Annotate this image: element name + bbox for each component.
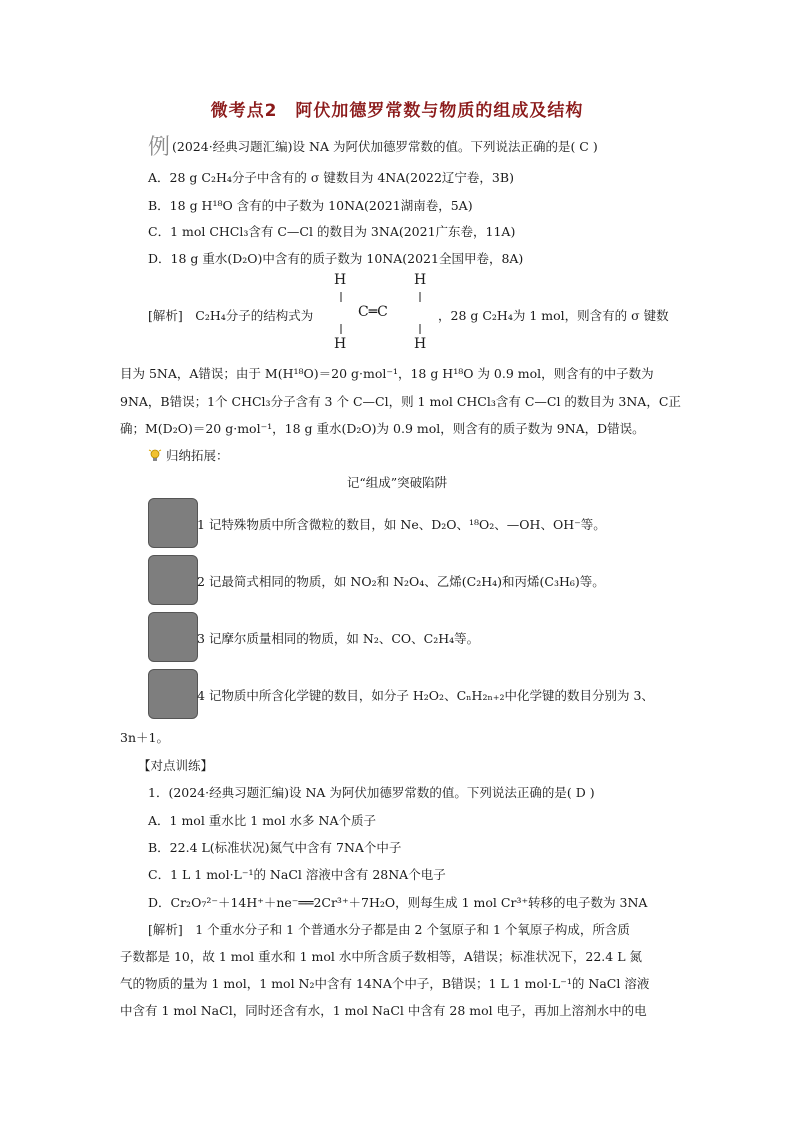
summary-item-cont: 3n＋1。 [120,730,169,745]
example-mark: 例 [148,135,171,160]
lightbulb-icon [148,448,162,462]
structure-double-bond: C═C [358,304,388,320]
summary-heading [148,446,229,464]
ethylene-structure [330,272,430,356]
example-option-c: C．1 mol CHCl₃含有 C—Cl 的数目为 3NA(2021广东卷，11A) [148,224,516,239]
example-option-a: A．28 g C₂H₄分子中含有的 σ 键数目为 4NA(2022辽宁卷，3B) [148,170,514,185]
practice-analysis-line: [解析] 1 个重水分子和 1 个普通水分子都是由 2 个氢原子和 1 个氧原子构成，所含质 [148,922,630,937]
practice-analysis-line: 气的物质的量为 1 mol，1 mol N₂中含有 14NA个中子，B错误；1 L 1 mol·L⁻¹的 NaCl 溶液 [120,976,650,991]
practice-analysis-line: 中含有 1 mol NaCl，同时还含有水，1 mol NaCl 中含有 28 mol 电子，再加上溶剂水中的电 [120,1003,647,1018]
example-option-b: B．18 g H¹⁸O 含有的中子数为 10NA(2021湖南卷，5A) [148,198,473,213]
practice-option-c: C．1 L 1 mol·L⁻¹的 NaCl 溶液中含有 28NA个电子 [148,867,446,882]
summary-box [148,612,198,662]
structure-atom-h: H [414,272,427,288]
practice-option-d: D．Cr₂O₇²⁻＋14H⁺＋ne⁻══2Cr³⁺＋7H₂O，则每生成 1 mol Cr³⁺转移的电子数为 3NA [148,895,648,910]
analysis-line: 目为 5NA，A错误；由于 M(H¹⁸O)＝20 g·mol⁻¹，18 g H¹⁸O 为 0.9 mol，则含有的中子数为 [120,366,654,381]
practice-option-b: B．22.4 L(标准状况)氮气中含有 7NA个中子 [148,840,402,855]
summary-heading-text: 归纳拓展： [165,448,229,463]
page-title: 微考点2 阿伏加德罗常数与物质的组成及结构 [210,101,584,121]
practice-stem: 1．(2024·经典习题汇编)设 NA 为阿伏加德罗常数的值。下列说法正确的是( D ) [148,785,595,800]
summary-box [148,669,198,719]
structure-atom-h: H [334,272,347,288]
analysis-line: [解析] C₂H₄分子的结构式为 [148,308,314,323]
analysis-line: ，28 g C₂H₄为 1 mol，则含有的 σ 键数 [438,308,669,323]
summary-subtitle: 记“组成”突破陷阱 [346,475,448,490]
summary-item: 1 记特殊物质中所含微粒的数目，如 Ne、D₂O、¹⁸O₂、—OH、OH⁻等。 [197,517,606,532]
summary-box [148,555,198,605]
analysis-line: 确；M(D₂O)＝20 g·mol⁻¹，18 g 重水(D₂O)为 0.9 mol，则含有的质子数为 9NA，D错误。 [120,421,645,436]
practice-heading: 【对点训练】 [138,758,214,773]
practice-option-a: A．1 mol 重水比 1 mol 水多 NA个质子 [148,813,376,828]
analysis-line: 9NA，B错误；1个 CHCl₃分子含有 3 个 C—Cl，则 1 mol CHCl₃含有 C—Cl 的数目为 3NA，C正 [120,394,681,409]
example-option-d: D．18 g 重水(D₂O)中含有的质子数为 10NA(2021全国甲卷，8A) [148,251,524,266]
structure-atom-h: H [334,336,347,352]
summary-item: 2 记最简式相同的物质，如 NO₂和 N₂O₄、乙烯(C₂H₄)和丙烯(C₃H₆)等。 [197,574,605,589]
structure-bonds [330,272,430,356]
structure-atom-h: H [414,336,427,352]
summary-item: 3 记摩尔质量相同的物质，如 N₂、CO、C₂H₄等。 [197,631,480,646]
summary-box [148,498,198,548]
summary-item: 4 记物质中所含化学键的数目，如分子 H₂O₂、CₙH₂ₙ₊₂中化学键的数目分别为 3、 [197,688,654,703]
example-stem: (2024·经典习题汇编)设 NA 为阿伏加德罗常数的值。下列说法正确的是( C ) [172,139,598,154]
practice-analysis-line: 子数都是 10，故 1 mol 重水和 1 mol 水中所含质子数相等，A错误；标准状况下，22.4 L 氮 [120,949,642,964]
